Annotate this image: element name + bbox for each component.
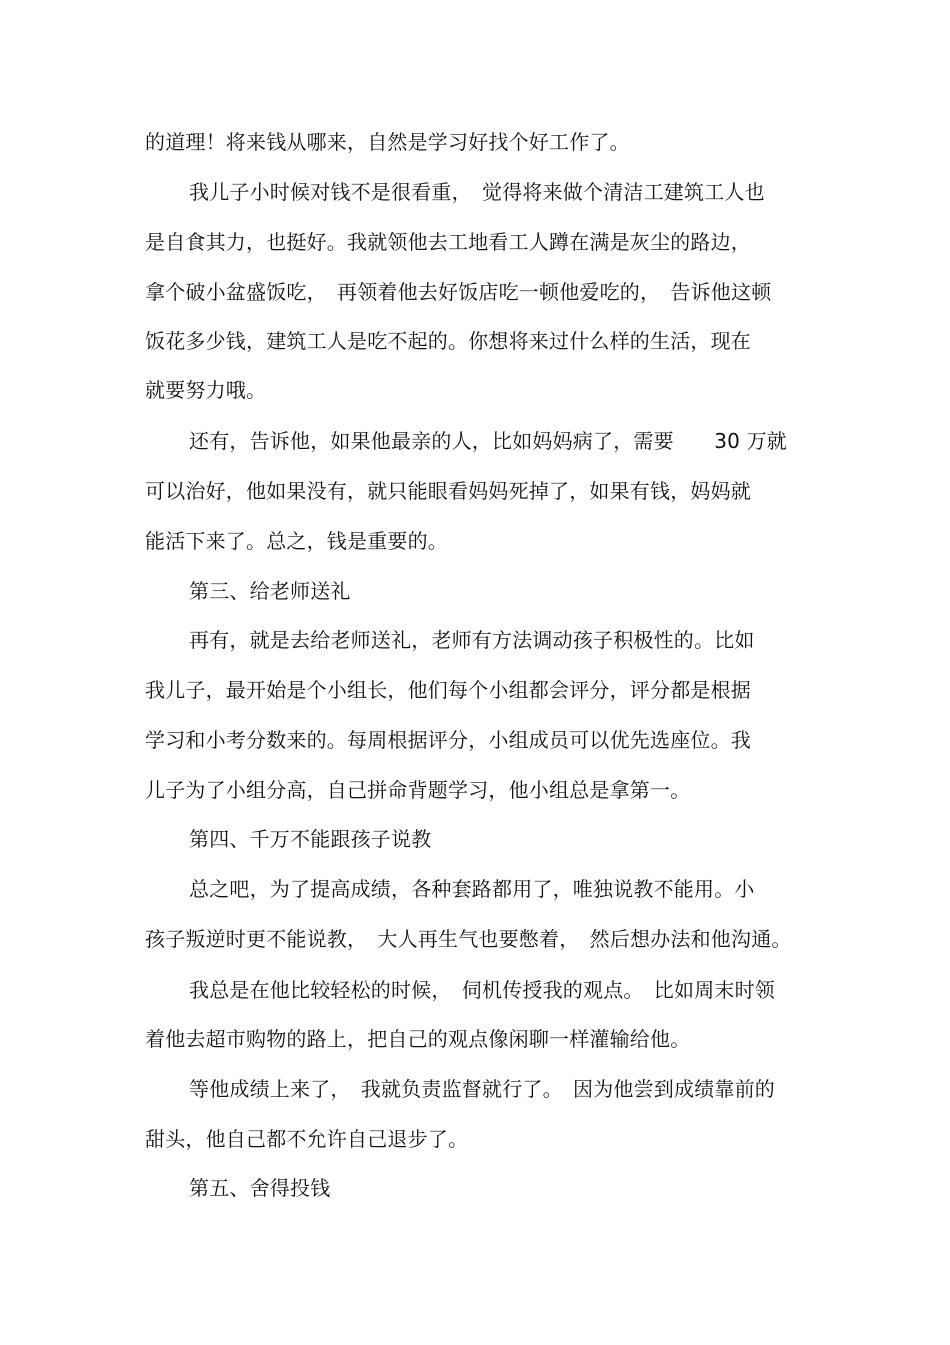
text-line: 拿个破小盆盛饭吃， 再领着他去好饭店吃一顿他爱吃的， 告诉他这顿 xyxy=(145,280,772,304)
text-line: 我儿子小时候对钱不是很看重， 觉得将来做个清洁工建筑工人也 xyxy=(189,180,765,204)
text-line: 等他成绩上来了， 我就负责监督就行了。 因为他尝到成绩靠前的 xyxy=(189,1077,775,1101)
text-line: 再有，就是去给老师送礼，老师有方法调动孩子积极性的。比如 xyxy=(189,628,755,652)
text-line: 我儿子，最开始是个小组长，他们每个小组都会评分，评分都是根据 xyxy=(145,678,751,702)
section-heading: 第五、舍得投钱 xyxy=(189,1176,331,1200)
text-line: 是自食其力，也挺好。我就领他去工地看工人蹲在满是灰尘的路边， xyxy=(145,230,751,254)
text-line: 能活下来了。总之，钱是重要的。 xyxy=(145,529,448,553)
text-line: 的道理！将来钱从哪来，自然是学习好找个好工作了。 xyxy=(145,130,630,154)
text-line: 总之吧，为了提高成绩，各种套路都用了，唯独说教不能用。小 xyxy=(189,877,755,901)
section-heading: 第四、千万不能跟孩子说教 xyxy=(189,827,432,851)
text-line: 就要努力哦。 xyxy=(145,378,267,402)
text-line: 儿子为了小组分高，自己拼命背题学习，他小组总是拿第一。 xyxy=(145,778,691,802)
text-line: 着他去超市购物的路上，把自己的观点像闲聊一样灌输给他。 xyxy=(145,1027,691,1051)
text-line: 甜头，他自己都不允许自己退步了。 xyxy=(145,1127,469,1151)
section-heading: 第三、给老师送礼 xyxy=(189,579,351,603)
text-line: 学习和小考分数来的。每周根据评分，小组成员可以优先选座位。我 xyxy=(145,728,751,752)
text-line: 饭花多少钱，建筑工人是吃不起的。你想将来过什么样的生活，现在 xyxy=(145,329,751,353)
text-line: 孩子叛逆时更不能说教， 大人再生气也要憋着， 然后想办法和他沟通。 xyxy=(145,927,792,951)
text-line: 还有，告诉他，如果他最亲的人，比如妈妈病了，需要 30 万就 xyxy=(189,429,788,453)
text-line: 可以治好，他如果没有，就只能眼看妈妈死掉了，如果有钱，妈妈就 xyxy=(145,479,751,503)
text-line: 我总是在他比较轻松的时候， 伺机传授我的观点。 比如周末时领 xyxy=(189,978,775,1002)
